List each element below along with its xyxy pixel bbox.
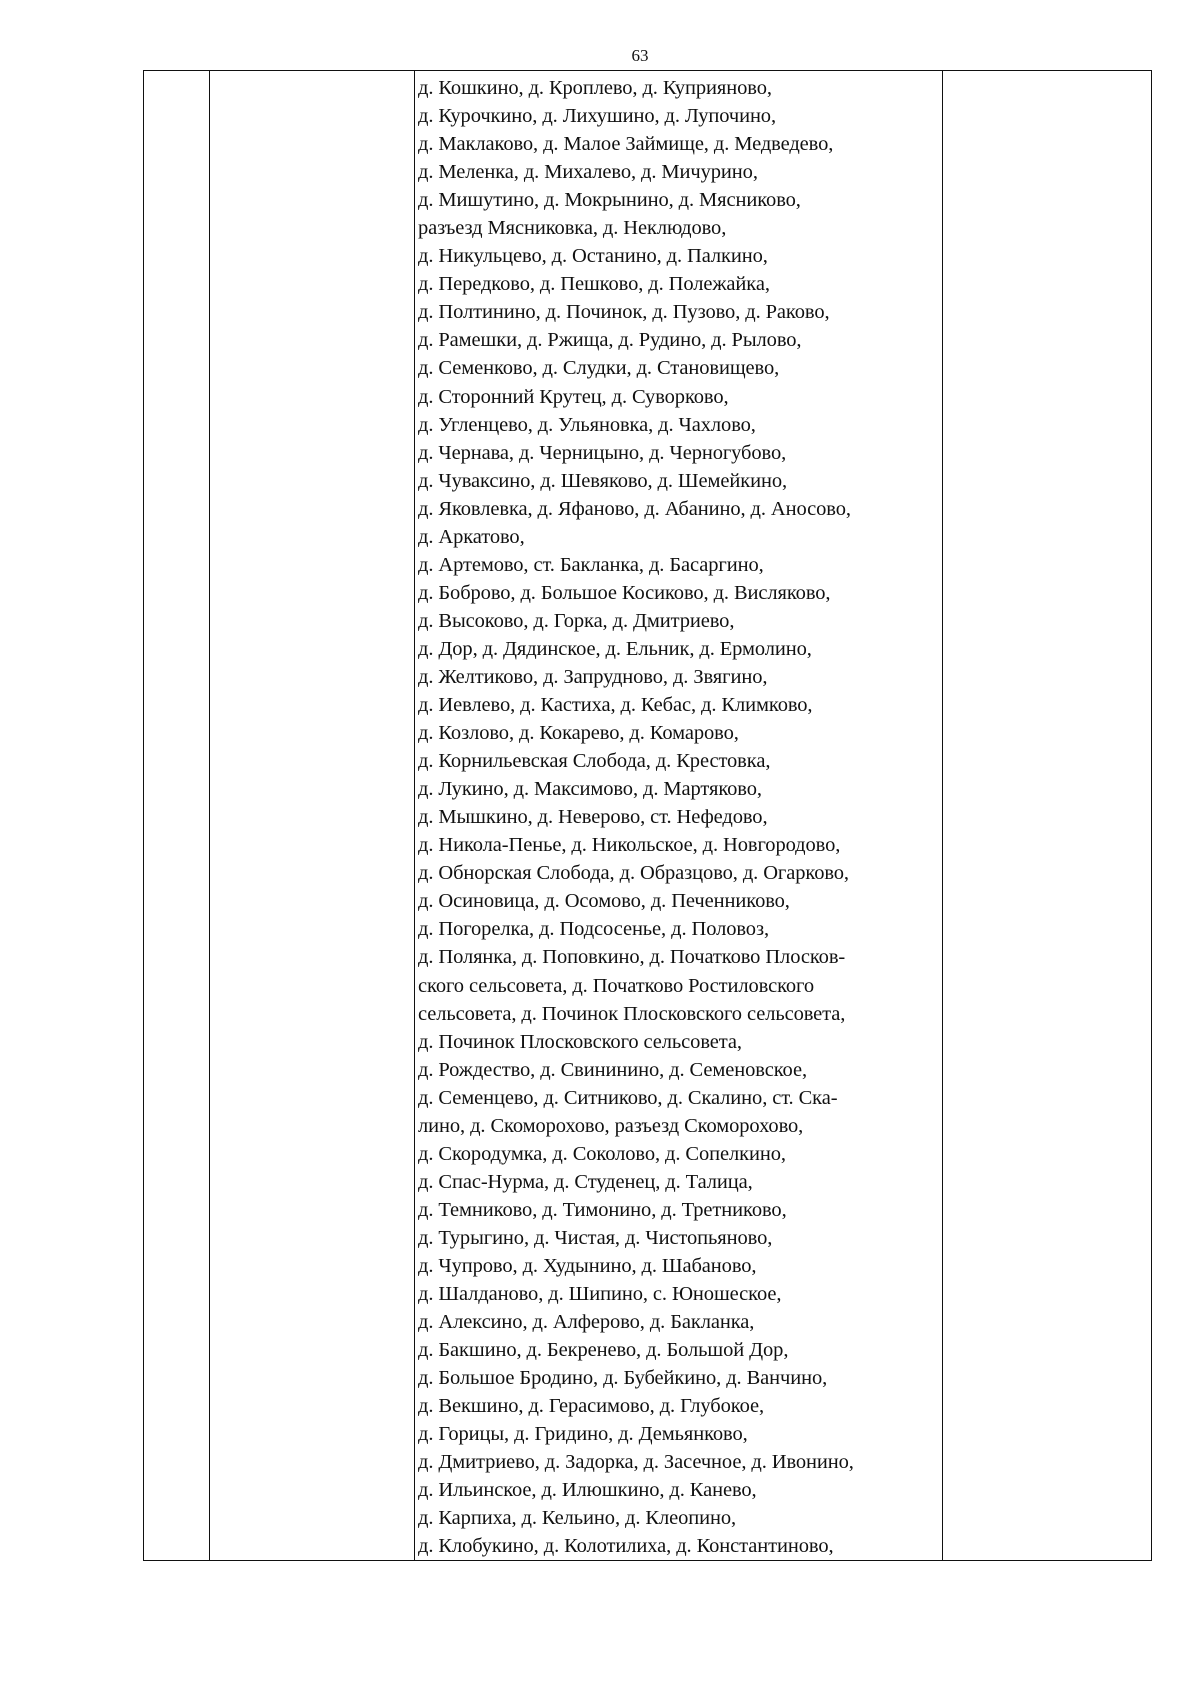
settlement-line: д. Мышкино, д. Неверово, ст. Нефедово, bbox=[418, 806, 768, 829]
settlement-line: д. Турыгино, д. Чистая, д. Чистопьяново, bbox=[418, 1226, 773, 1249]
settlement-line: д. Меленка, д. Михалево, д. Мичурино, bbox=[418, 161, 758, 184]
column-divider-3 bbox=[942, 71, 943, 1560]
settlement-line: д. Большое Бродино, д. Бубейкино, д. Ванчино, bbox=[418, 1367, 828, 1390]
column-divider-1 bbox=[209, 71, 210, 1560]
settlement-line: лино, д. Скоморохово, разъезд Скоморохово, bbox=[418, 1114, 804, 1137]
settlement-line: д. Чупрово, д. Худынино, д. Шабаново, bbox=[418, 1254, 757, 1277]
settlement-line: д. Артемово, ст. Бакланка, д. Басаргино, bbox=[418, 553, 764, 576]
settlement-line: сельсовета, д. Починок Плосковского сельсовета, bbox=[418, 1002, 846, 1025]
settlement-line: д. Сторонний Крутец, д. Суворково, bbox=[418, 385, 729, 408]
settlement-line: д. Ильинское, д. Илюшкино, д. Канево, bbox=[418, 1479, 757, 1502]
settlement-line: д. Угленцево, д. Ульяновка, д. Чахлово, bbox=[418, 413, 756, 436]
settlement-line: д. Семенцево, д. Ситниково, д. Скалино, ст. Ска- bbox=[418, 1086, 838, 1109]
settlement-line: д. Дор, д. Дядинское, д. Ельник, д. Ермолино, bbox=[418, 637, 812, 660]
settlement-line: д. Полтинино, д. Починок, д. Пузово, д. Раково, bbox=[418, 301, 830, 324]
settlement-line: д. Мишутино, д. Мокрынино, д. Мясниково, bbox=[418, 189, 801, 212]
settlement-line: д. Карпиха, д. Кельино, д. Клеопино, bbox=[418, 1507, 737, 1530]
settlement-line: д. Горицы, д. Гридино, д. Демьянково, bbox=[418, 1423, 748, 1446]
settlements-table bbox=[143, 70, 1152, 1561]
settlement-line: д. Спас-Нурма, д. Студенец, д. Талица, bbox=[418, 1170, 753, 1193]
settlement-line: д. Передково, д. Пешково, д. Полежайка, bbox=[418, 273, 770, 296]
settlement-line: д. Высоково, д. Горка, д. Дмитриево, bbox=[418, 609, 735, 632]
settlement-list-cell bbox=[418, 74, 942, 1560]
settlement-line: д. Никола-Пенье, д. Никольское, д. Новгородово, bbox=[418, 834, 841, 857]
settlement-line: д. Рождество, д. Свининино, д. Семеновское, bbox=[418, 1058, 807, 1081]
settlement-line: д. Козлово, д. Кокарево, д. Комарово, bbox=[418, 722, 739, 745]
settlement-line: д. Желтиково, д. Запрудново, д. Звягино, bbox=[418, 665, 768, 688]
settlement-line: д. Бакшино, д. Бекренево, д. Большой Дор, bbox=[418, 1339, 789, 1362]
settlement-line: д. Аркатово, bbox=[418, 525, 525, 548]
settlement-line: д. Рамешки, д. Ржища, д. Рудино, д. Рылово, bbox=[418, 329, 802, 352]
settlement-line: д. Клобукино, д. Колотилиха, д. Константиново, bbox=[418, 1535, 834, 1558]
settlement-line: д. Боброво, д. Большое Косиково, д. Висляково, bbox=[418, 581, 831, 604]
settlement-line: д. Починок Плосковского сельсовета, bbox=[418, 1030, 742, 1053]
settlement-line: д. Маклаково, д. Малое Займище, д. Медведево, bbox=[418, 133, 834, 156]
column-divider-2 bbox=[414, 71, 415, 1560]
settlement-line: д. Обнорская Слобода, д. Образцово, д. Огарково, bbox=[418, 862, 849, 885]
settlement-line: д. Скородумка, д. Соколово, д. Сопелкино, bbox=[418, 1142, 786, 1165]
settlement-line: д. Корнильевская Слобода, д. Крестовка, bbox=[418, 750, 771, 773]
settlement-line: д. Яковлевка, д. Яфаново, д. Абанино, д. Аносово, bbox=[418, 497, 851, 520]
settlement-line: д. Никульцево, д. Останино, д. Палкино, bbox=[418, 245, 768, 268]
settlement-line: разъезд Мясниковка, д. Неклюдово, bbox=[418, 217, 727, 240]
settlement-line: д. Векшино, д. Герасимово, д. Глубокое, bbox=[418, 1395, 765, 1418]
page-number: 63 bbox=[631, 46, 649, 65]
settlement-line: д. Кошкино, д. Кроплево, д. Куприяново, bbox=[418, 77, 772, 99]
settlement-line: д. Семенково, д. Слудки, д. Становищево, bbox=[418, 357, 780, 380]
settlement-line: д. Темниково, д. Тимонино, д. Третниково, bbox=[418, 1198, 787, 1221]
settlement-line: д. Лукино, д. Максимово, д. Мартяково, bbox=[418, 778, 762, 801]
settlement-line: д. Алексино, д. Алферово, д. Бакланка, bbox=[418, 1311, 755, 1334]
settlement-line: д. Курочкино, д. Лихушино, д. Лупочино, bbox=[418, 105, 776, 128]
settlement-line: д. Шалданово, д. Шипино, с. Юношеское, bbox=[418, 1283, 782, 1306]
settlement-line: д. Дмитриево, д. Задорка, д. Засечное, д. Ивонино, bbox=[418, 1451, 854, 1474]
settlement-line: д. Полянка, д. Поповкино, д. Початково Плосков- bbox=[418, 946, 846, 969]
settlement-line: ского сельсовета, д. Початково Ростиловского bbox=[418, 974, 814, 997]
settlement-line: д. Чернава, д. Черницыно, д. Черногубово, bbox=[418, 441, 787, 464]
settlement-line: д. Иевлево, д. Кастиха, д. Кебас, д. Климково, bbox=[418, 694, 813, 717]
settlement-line: д. Осиновица, д. Осомово, д. Печенниково, bbox=[418, 890, 790, 913]
settlement-line: д. Погорелка, д. Подсосенье, д. Половоз, bbox=[418, 918, 769, 941]
settlement-line: д. Чуваксино, д. Шевяково, д. Шемейкино, bbox=[418, 469, 788, 492]
